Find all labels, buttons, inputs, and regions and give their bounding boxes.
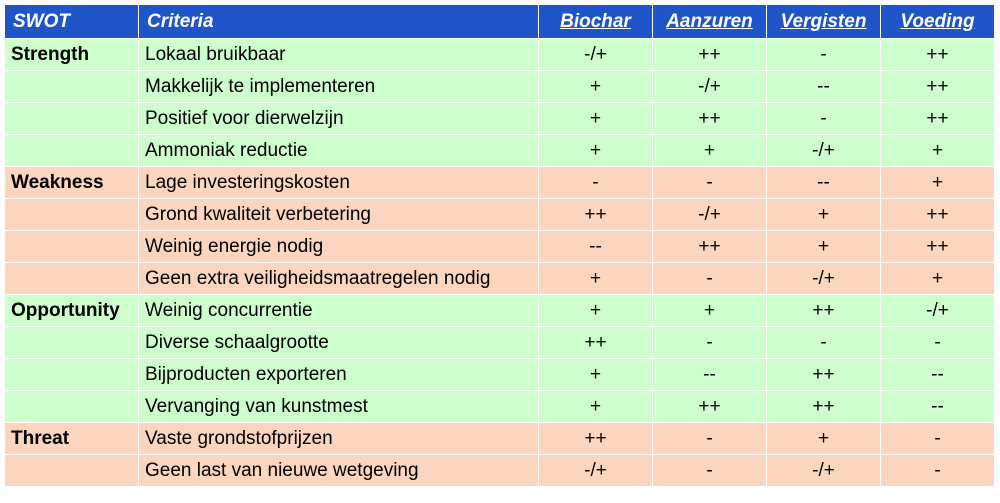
swot-category-cell [5, 71, 139, 103]
score-cell: ++ [881, 71, 995, 103]
criterion-cell: Diverse schaalgrootte [139, 327, 539, 359]
criterion-cell: Lokaal bruikbaar [139, 39, 539, 71]
table-row [5, 455, 995, 487]
swot-category-cell [5, 263, 139, 295]
swot-category-cell [5, 327, 139, 359]
criterion-cell: Vervanging van kunstmest [139, 391, 539, 423]
score-cell: - [767, 39, 881, 71]
swot-category-cell [5, 455, 139, 487]
score-cell: -/+ [767, 263, 881, 295]
swot-category-cell [5, 231, 139, 263]
score-cell: + [881, 167, 995, 199]
table-row [5, 391, 995, 423]
score-cell: - [653, 327, 767, 359]
score-cell: ++ [539, 423, 653, 455]
score-cell: - [653, 167, 767, 199]
score-cell: - [653, 263, 767, 295]
score-cell: ++ [881, 199, 995, 231]
score-cell: + [881, 263, 995, 295]
score-cell: -/+ [881, 295, 995, 327]
score-cell: ++ [539, 199, 653, 231]
criterion-cell: Weinig energie nodig [139, 231, 539, 263]
criterion-cell: Geen last van nieuwe wetgeving [139, 455, 539, 487]
criterion-cell: Lage investeringskosten [139, 167, 539, 199]
score-cell: - [653, 423, 767, 455]
swot-table [4, 4, 995, 487]
score-cell: + [539, 135, 653, 167]
table-row [5, 263, 995, 295]
criterion-cell: Grond kwaliteit verbetering [139, 199, 539, 231]
score-cell: ++ [653, 231, 767, 263]
criterion-cell: Weinig concurrentie [139, 295, 539, 327]
score-cell: ++ [539, 327, 653, 359]
score-cell: + [539, 71, 653, 103]
score-cell: ++ [881, 231, 995, 263]
swot-category-cell [5, 199, 139, 231]
swot-category-cell: Opportunity [5, 295, 139, 327]
criterion-cell: Makkelijk te implementeren [139, 71, 539, 103]
score-cell: ++ [653, 39, 767, 71]
header-swot: SWOT [5, 5, 139, 39]
score-cell: ++ [653, 103, 767, 135]
score-cell: - [767, 103, 881, 135]
score-cell: - [767, 327, 881, 359]
score-cell: ++ [881, 103, 995, 135]
score-cell: + [767, 199, 881, 231]
score-cell: - [881, 455, 995, 487]
score-cell: -/+ [539, 39, 653, 71]
score-cell: -- [881, 391, 995, 423]
score-cell: + [539, 103, 653, 135]
swot-category-cell [5, 103, 139, 135]
score-cell: - [881, 327, 995, 359]
header-voeding: Voeding [881, 5, 995, 39]
table-row [5, 359, 995, 391]
table-row [5, 327, 995, 359]
criterion-cell: Vaste grondstofprijzen [139, 423, 539, 455]
score-cell: + [653, 295, 767, 327]
swot-category-cell [5, 135, 139, 167]
table-row [5, 39, 995, 71]
score-cell: ++ [881, 39, 995, 71]
score-cell: -- [767, 71, 881, 103]
score-cell: - [653, 455, 767, 487]
score-cell: - [539, 167, 653, 199]
score-cell: + [767, 231, 881, 263]
criterion-cell: Ammoniak reductie [139, 135, 539, 167]
swot-category-cell [5, 391, 139, 423]
header-vergisten: Vergisten [767, 5, 881, 39]
table-row [5, 103, 995, 135]
score-cell: + [539, 359, 653, 391]
table-row [5, 199, 995, 231]
score-cell: + [539, 263, 653, 295]
criterion-cell: Positief voor dierwelzijn [139, 103, 539, 135]
criterion-cell: Geen extra veiligheidsmaatregelen nodig [139, 263, 539, 295]
score-cell: + [539, 391, 653, 423]
score-cell: + [653, 135, 767, 167]
score-cell: + [881, 135, 995, 167]
score-cell: ++ [767, 391, 881, 423]
score-cell: - [881, 423, 995, 455]
score-cell: -/+ [767, 135, 881, 167]
table-row [5, 167, 995, 199]
header-row [5, 5, 995, 39]
score-cell: -/+ [653, 71, 767, 103]
header-criteria: Criteria [139, 5, 539, 39]
score-cell: ++ [653, 391, 767, 423]
swot-category-cell: Threat [5, 423, 139, 455]
score-cell: + [767, 423, 881, 455]
swot-category-cell [5, 359, 139, 391]
score-cell: ++ [767, 295, 881, 327]
swot-category-cell: Weakness [5, 167, 139, 199]
header-aanzuren: Aanzuren [653, 5, 767, 39]
score-cell: -/+ [539, 455, 653, 487]
score-cell: -- [767, 167, 881, 199]
score-cell: -/+ [653, 199, 767, 231]
score-cell: + [539, 295, 653, 327]
header-biochar: Biochar [539, 5, 653, 39]
table-row [5, 423, 995, 455]
table-row [5, 231, 995, 263]
swot-category-cell: Strength [5, 39, 139, 71]
score-cell: -- [881, 359, 995, 391]
table-row [5, 295, 995, 327]
score-cell: -- [653, 359, 767, 391]
criterion-cell: Bijproducten exporteren [139, 359, 539, 391]
score-cell: -- [539, 231, 653, 263]
score-cell: -/+ [767, 455, 881, 487]
table-row [5, 135, 995, 167]
table-body [5, 39, 995, 487]
score-cell: ++ [767, 359, 881, 391]
table-row [5, 71, 995, 103]
